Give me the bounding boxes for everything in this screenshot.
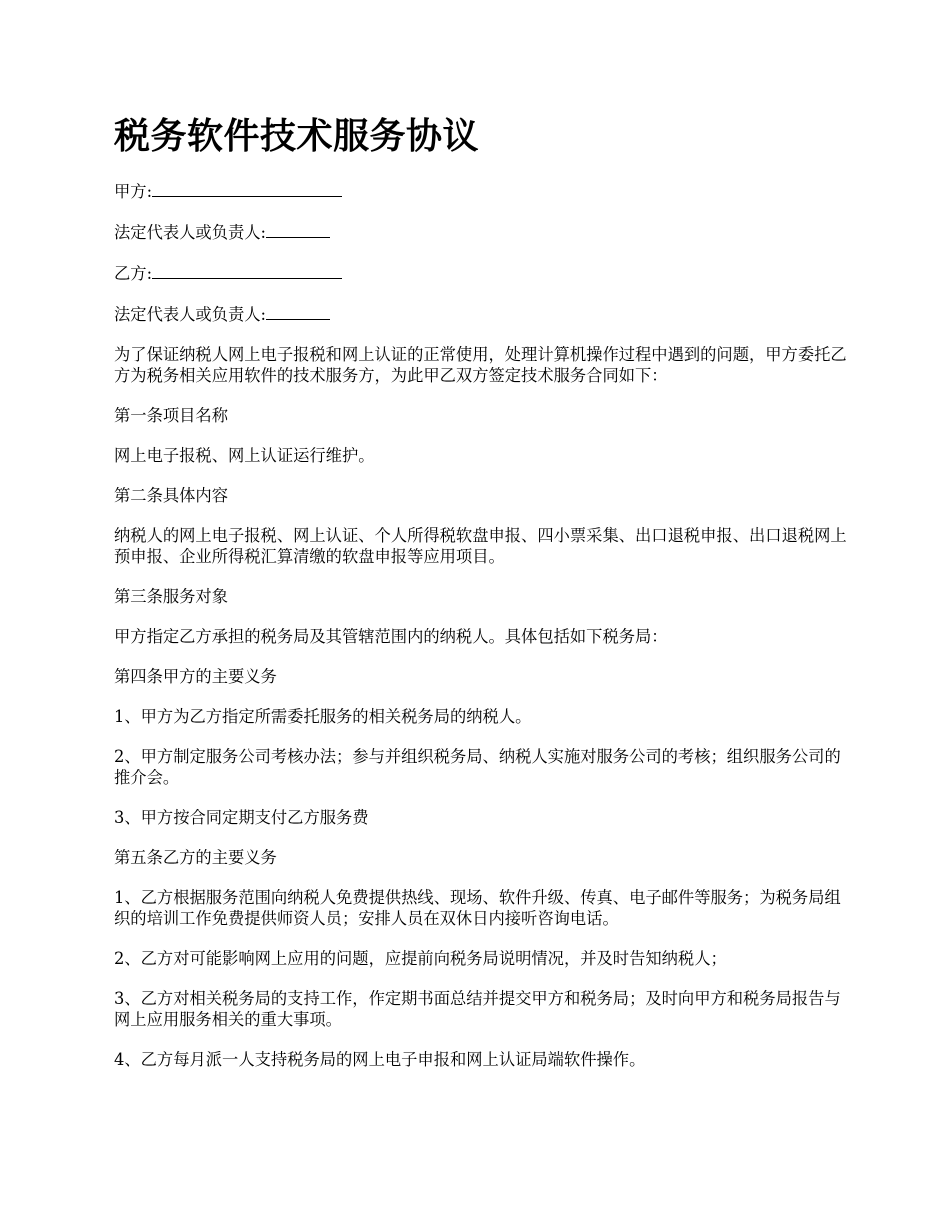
article-5-heading: 第五条乙方的主要义务 bbox=[114, 848, 277, 867]
article-5-item: 4、乙方每月派一人支持税务局的网上电子申报和网上认证局端软件操作。 bbox=[114, 1050, 646, 1069]
article-5-item: 3、乙方对相关税务局的支持工作，作定期书面总结并提交甲方和税务局；及时向甲方和税务局报告与网上应用服务相关的重大事项。 bbox=[114, 989, 841, 1029]
intro-paragraph: 为了保证纳税人网上电子报税和网上认证的正常使用，处理计算机操作过程中遇到的问题，甲方委托乙方为税务相关应用软件的技术服务方，为此甲乙双方签定技术服务合同如下： bbox=[114, 345, 847, 385]
party-a-blank bbox=[152, 180, 342, 197]
article-1-body: 网上电子报税、网上认证运行维护。 bbox=[114, 446, 375, 465]
article-1-heading: 第一条项目名称 bbox=[114, 406, 228, 425]
article-2-body: 纳税人的网上电子报税、网上认证、个人所得税软盘申报、四小票采集、出口退税申报、出口退税网上预申报、企业所得税汇算清缴的软盘申报等应用项目。 bbox=[114, 526, 847, 566]
party-b-rep-line bbox=[114, 303, 854, 325]
party-b-label: 乙方: bbox=[114, 264, 153, 283]
article-2-heading: 第二条具体内容 bbox=[114, 486, 228, 505]
party-b-rep-blank bbox=[266, 303, 330, 320]
document-title: 税务软件技术服务协议 bbox=[114, 115, 480, 157]
party-b-blank bbox=[152, 262, 342, 279]
party-a-rep-line bbox=[114, 221, 854, 243]
party-a-line bbox=[114, 180, 854, 202]
party-a-rep-blank bbox=[266, 221, 330, 238]
article-5-item: 2、乙方对可能影响网上应用的问题，应提前向税务局说明情况，并及时告知纳税人； bbox=[114, 949, 727, 968]
article-3-heading: 第三条服务对象 bbox=[114, 587, 228, 606]
party-a-rep-label: 法定代表人或负责人: bbox=[114, 223, 267, 242]
article-4-item: 1、甲方为乙方指定所需委托服务的相关税务局的纳税人。 bbox=[114, 707, 532, 726]
article-5-item: 1、乙方根据服务范围向纳税人免费提供热线、现场、软件升级、传真、电子邮件等服务；为税务局组织的培训工作免费提供师资人员；安排人员在双休日内接听咨询电话。 bbox=[114, 888, 841, 928]
article-4-item: 3、甲方按合同定期支付乙方服务费 bbox=[114, 808, 369, 827]
party-b-rep-label: 法定代表人或负责人: bbox=[114, 305, 267, 324]
party-a-label: 甲方: bbox=[114, 182, 153, 201]
party-b-line bbox=[114, 262, 854, 284]
article-3-body: 甲方指定乙方承担的税务局及其管辖范围内的纳税人。具体包括如下税务局： bbox=[114, 627, 668, 646]
article-4-item: 2、甲方制定服务公司考核办法；参与并组织税务局、纳税人实施对服务公司的考核；组织服务公司的推介会。 bbox=[114, 747, 841, 787]
article-4-heading: 第四条甲方的主要义务 bbox=[114, 667, 277, 686]
document-page bbox=[114, 112, 854, 1089]
